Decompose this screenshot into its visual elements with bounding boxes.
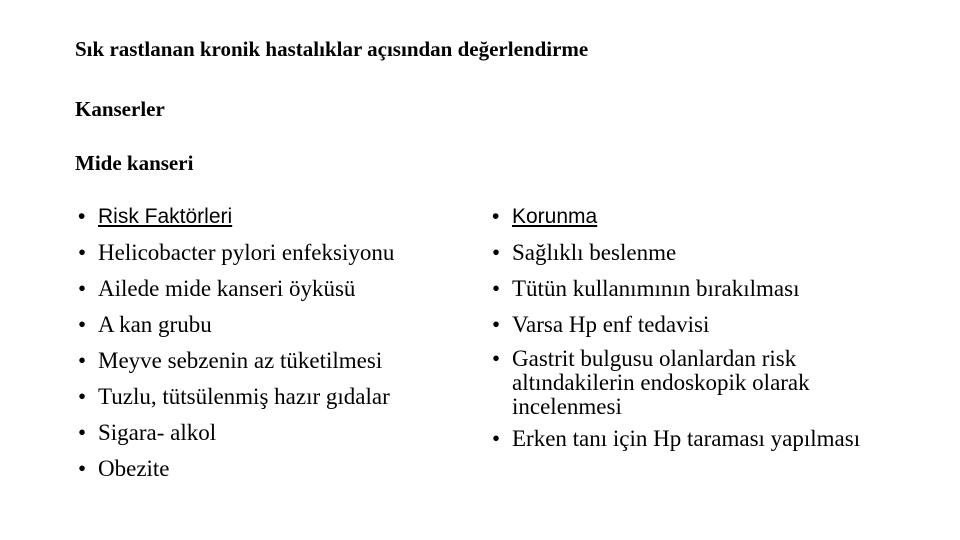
bullet-icon: • (78, 456, 87, 481)
prevention-list (492, 203, 912, 459)
bullet-icon: • (492, 346, 501, 371)
list-item: • Tütün kullanımının bırakılması (492, 276, 800, 301)
bullet-icon: • (78, 276, 87, 301)
bullet-icon: • (492, 205, 500, 228)
bullet-icon: • (78, 205, 86, 228)
bullet-icon: • (78, 240, 87, 265)
list-item: • Meyve sebzenin az tüketilmesi (78, 348, 383, 373)
prevention-heading: • Korunma (492, 203, 912, 231)
bullet-icon: • (78, 384, 87, 409)
bullet-icon: • (78, 348, 87, 373)
bullet-icon: • (492, 276, 501, 301)
bullet-icon: • (492, 240, 501, 265)
list-item: • Varsa Hp enf tedavisi (492, 312, 710, 337)
list-item: • Tuzlu, tütsülenmiş hazır gıdalar (78, 384, 390, 409)
bullet-icon: • (78, 420, 87, 445)
bullet-icon: • (78, 312, 87, 337)
list-item: • Helicobacter pylori enfeksiyonu (78, 240, 395, 265)
section-heading-stomach-cancer: Mide kanseri (75, 151, 194, 175)
risk-factors-heading: • Risk Faktörleri (78, 203, 478, 231)
list-item: • Ailede mide kanseri öyküsü (78, 276, 356, 301)
list-item: • Obezite (78, 456, 170, 481)
slide-title: Sık rastlanan kronik hastalıklar açısından değerlendirme (75, 37, 589, 61)
section-heading-cancers: Kanserler (75, 97, 165, 121)
list-item: • Sigara- alkol (78, 420, 217, 445)
list-item: • Gastrit bulgusu olanlardan risk altındakilerin endoskopik olarak incelenmesi (492, 346, 810, 419)
risk-factors-list (78, 203, 478, 491)
bullet-icon: • (492, 426, 501, 451)
list-item: • A kan grubu (78, 312, 212, 337)
list-item: • Erken tanı için Hp taraması yapılması (492, 426, 861, 451)
list-item: • Sağlıklı beslenme (492, 240, 677, 265)
bullet-icon: • (492, 312, 501, 337)
